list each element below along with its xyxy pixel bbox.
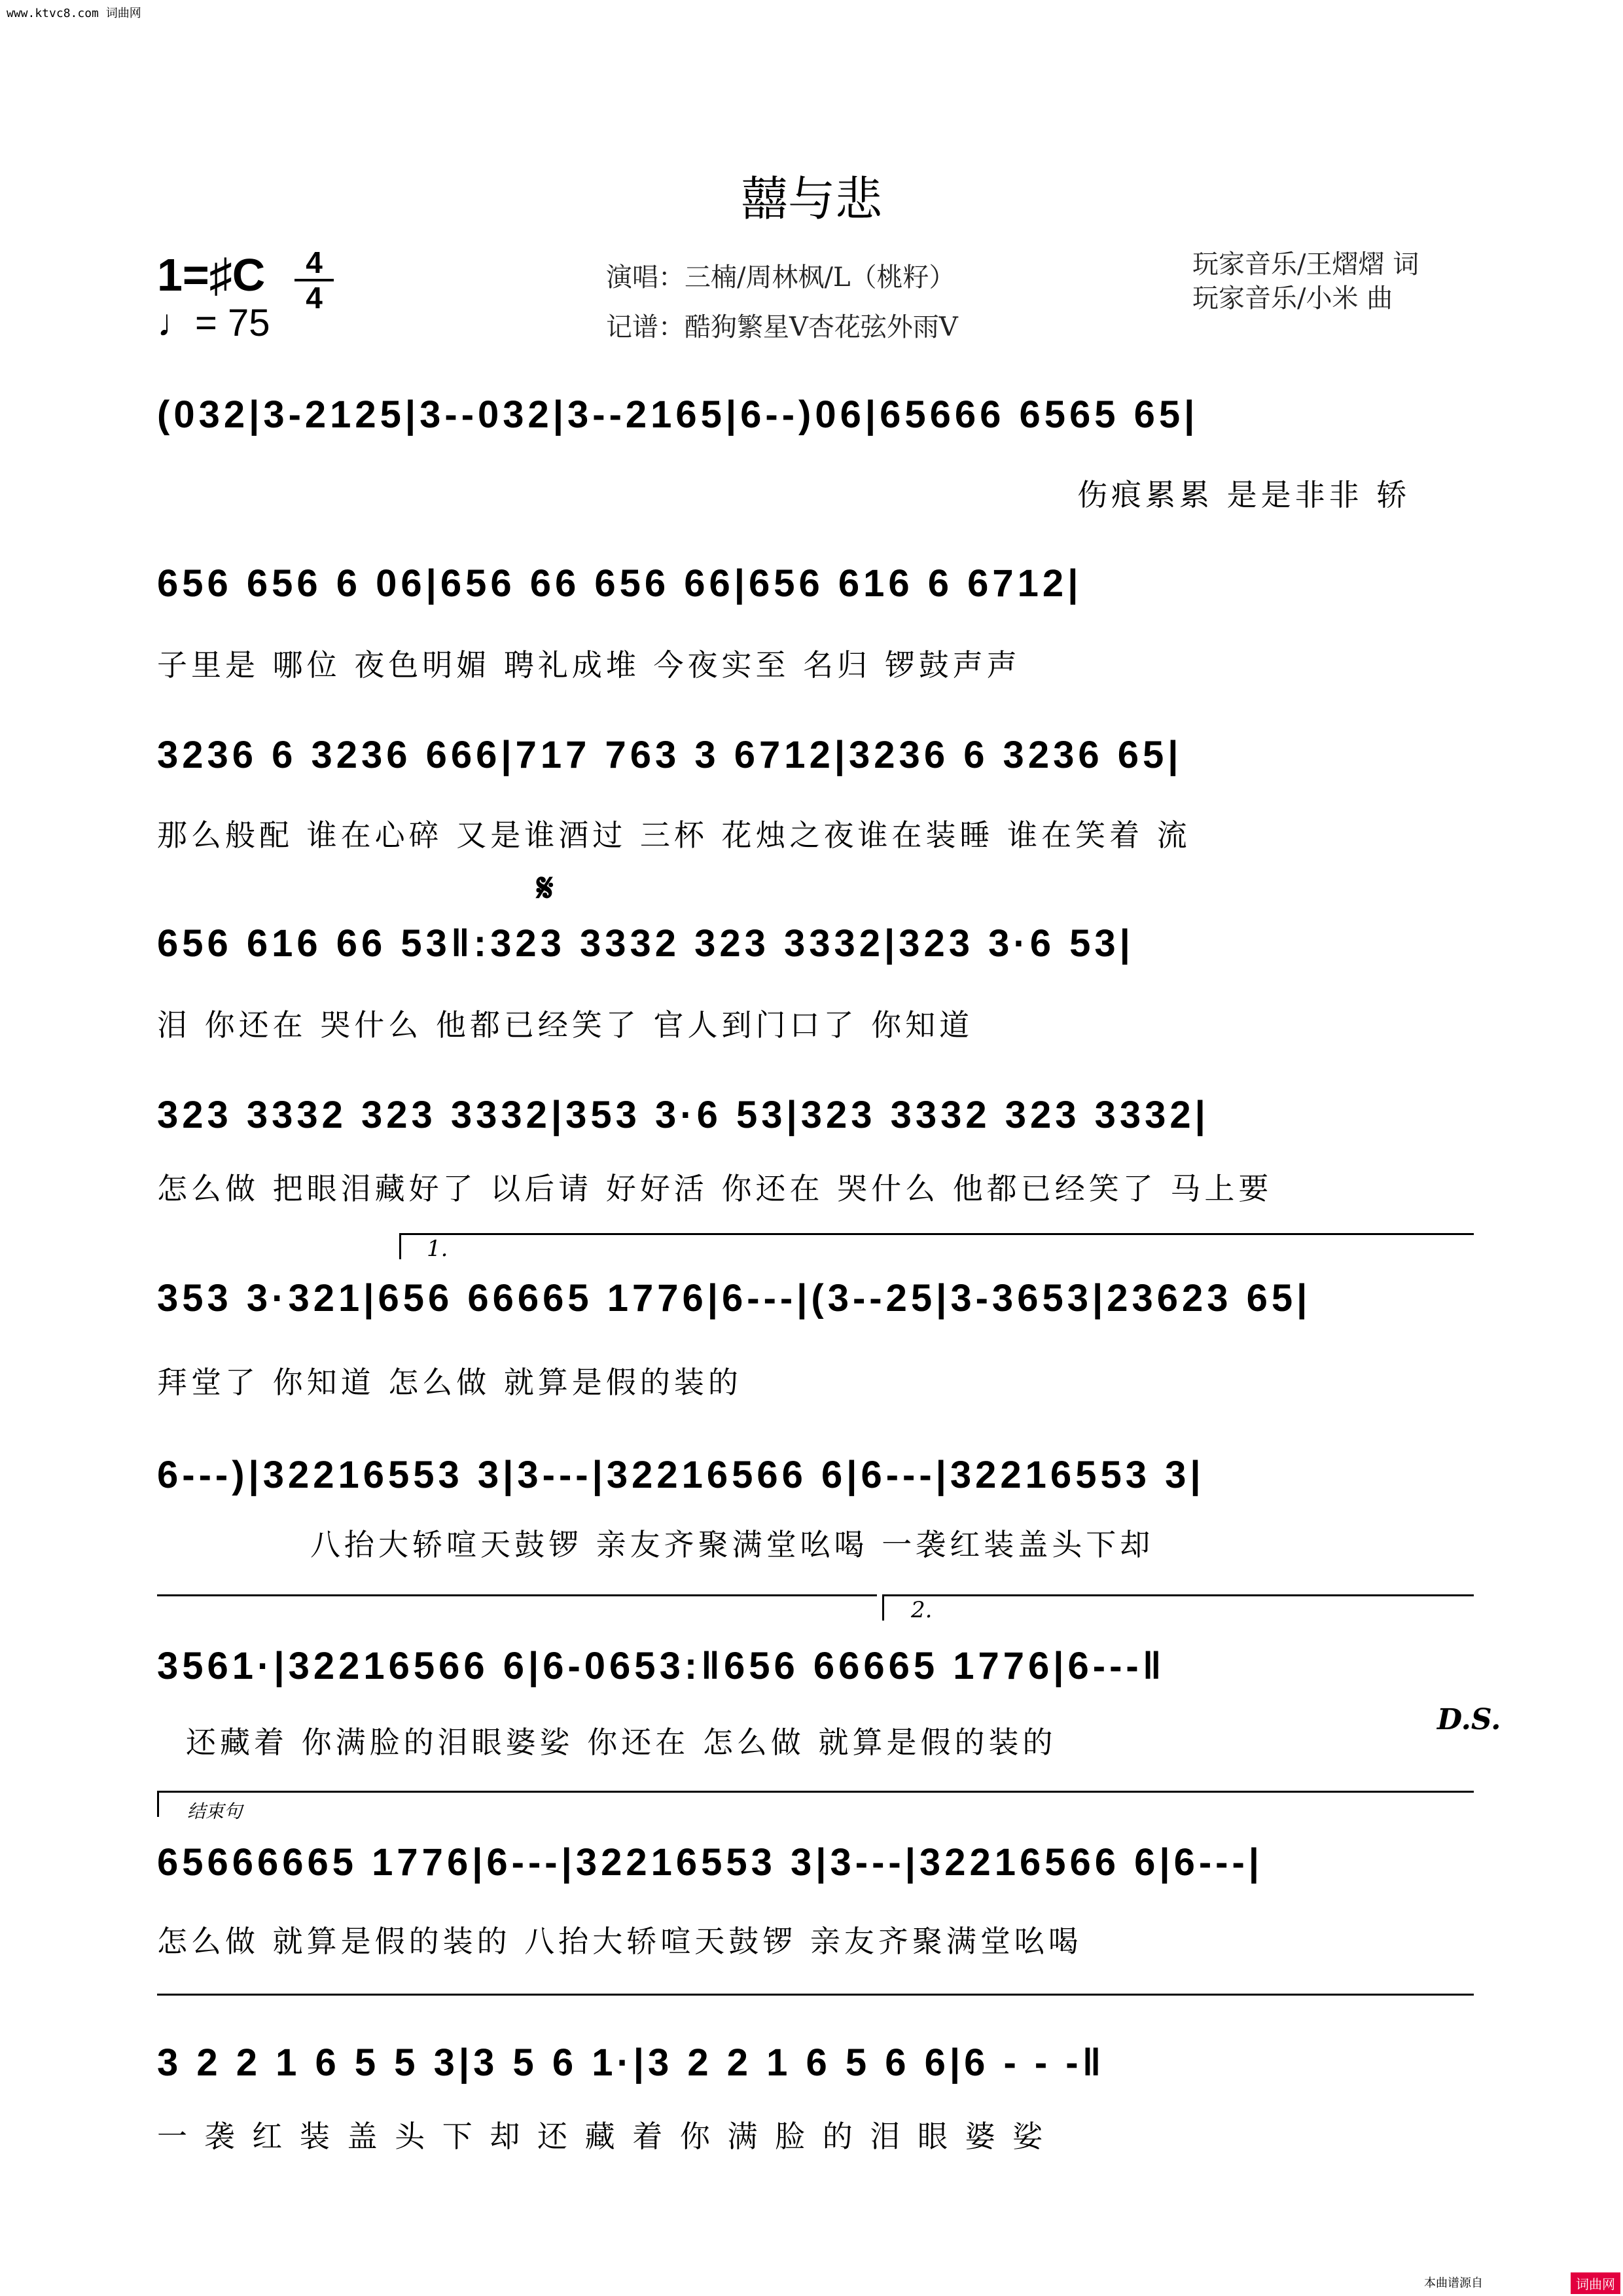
singer-credit: 演唱：三楠/周林枫/L（桃籽） — [606, 262, 955, 293]
segno-sign: 𝄋 — [537, 865, 554, 911]
lyrics-row-6: 拜堂了 你知道 怎么做 就算是假的装的 — [157, 1365, 742, 1400]
notation-row-5: 323 3332 323 3332|353 3·6 53|323 3332 323 3332| — [157, 1094, 1209, 1136]
notation-row-1: (032|3-2125|3--032|3--2165|6--)06|65666 6565 65| — [157, 393, 1199, 436]
volta-2-bracket-line — [882, 1594, 1474, 1596]
volta-continuation-line — [157, 1594, 877, 1596]
notation-row-8: 3561·|32216566 6|6-0653:‖656 66665 1776|6---‖ — [157, 1645, 1166, 1687]
lyrics-row-8: 还藏着 你满脸的泪眼婆娑 你还在 怎么做 就算是假的装的 — [186, 1725, 1057, 1760]
volta-2-label: 2. — [911, 1597, 933, 1623]
time-signature-top: 4 — [306, 245, 323, 279]
ending-bracket-line — [157, 1791, 1474, 1793]
notation-row-9: 65666665 1776|6---|32216553 3|3---|32216566 6|6---| — [157, 1841, 1264, 1884]
lyrics-row-4: 泪 你还在 哭什么 他都已经笑了 官人到门口了 你知道 — [157, 1007, 974, 1043]
transcriber-credit: 记谱：酷狗繁星V杏花弦外雨V — [606, 312, 958, 342]
volta-bracket-tick — [399, 1233, 401, 1259]
notation-row-3: 3236 6 3236 666|717 763 3 6712|3236 6 3236 65| — [157, 734, 1183, 776]
notation-row-4: 656 616 66 53‖:323 3332 323 3332|323 3·6 53| — [157, 922, 1134, 965]
key-signature: 1=♯C — [157, 249, 266, 300]
site-watermark-top: www.ktvc8.com 词曲网 — [7, 7, 141, 20]
volta-1-label: 1. — [427, 1236, 448, 1262]
time-signature-bottom: 4 — [306, 281, 323, 315]
ending-label: 结束句 — [187, 1801, 243, 1822]
lyrics-row-1: 伤痕累累 是是非非 轿 — [1077, 477, 1411, 512]
notation-row-7: 6---)|32216553 3|3---|32216566 6|6---|32216553 3| — [157, 1454, 1205, 1496]
lyricist-credit: 玩家音乐/王熠熠 词 — [1192, 249, 1419, 279]
site-logo-bottom: 词曲网 — [1571, 2272, 1620, 2294]
volta-2-bracket-tick — [882, 1594, 884, 1621]
lyrics-row-3: 那么般配 谁在心碎 又是谁酒过 三杯 花烛之夜谁在装睡 谁在笑着 流 — [157, 817, 1191, 853]
final-system-line — [157, 1994, 1474, 1996]
lyrics-row-5: 怎么做 把眼泪藏好了 以后请 好好活 你还在 哭什么 他都已经笑了 马上要 — [157, 1171, 1273, 1206]
notation-row-6: 353 3·321|656 66665 1776|6---|(3--25|3-3653|23623 65| — [157, 1277, 1311, 1319]
time-signature — [294, 247, 334, 313]
site-watermark-bottom: 本曲谱源自 — [1424, 2276, 1483, 2290]
lyrics-row-9: 怎么做 就算是假的装的 八抬大轿喧天鼓锣 亲友齐聚满堂吆喝 — [157, 1924, 1082, 1959]
composer-credit: 玩家音乐/小米 曲 — [1192, 283, 1393, 314]
lyrics-row-2: 子里是 哪位 夜色明媚 聘礼成堆 今夜实至 名归 锣鼓声声 — [157, 647, 1021, 683]
lyrics-row-10: 一 袭 红 装 盖 头 下 却 还 藏 着 你 满 脸 的 泪 眼 婆 娑 — [157, 2119, 1047, 2154]
notation-row-2: 656 656 6 06|656 66 656 66|656 616 6 6712| — [157, 562, 1082, 605]
lyrics-row-7: 八抬大轿喧天鼓锣 亲友齐聚满堂吆喝 一袭红装盖头下却 — [310, 1527, 1154, 1562]
notation-row-10: 3 2 2 1 6 5 5 3|3 5 6 1·|3 2 2 1 6 5 6 6|6 - - -‖ — [157, 2041, 1105, 2084]
volta-bracket-line — [399, 1233, 1474, 1235]
dal-segno-mark: D.S. — [1437, 1703, 1501, 1736]
song-title: 囍与悲 — [740, 171, 882, 226]
ending-bracket-tick — [157, 1791, 159, 1817]
tempo-marking: ♩= 75 — [157, 302, 270, 344]
